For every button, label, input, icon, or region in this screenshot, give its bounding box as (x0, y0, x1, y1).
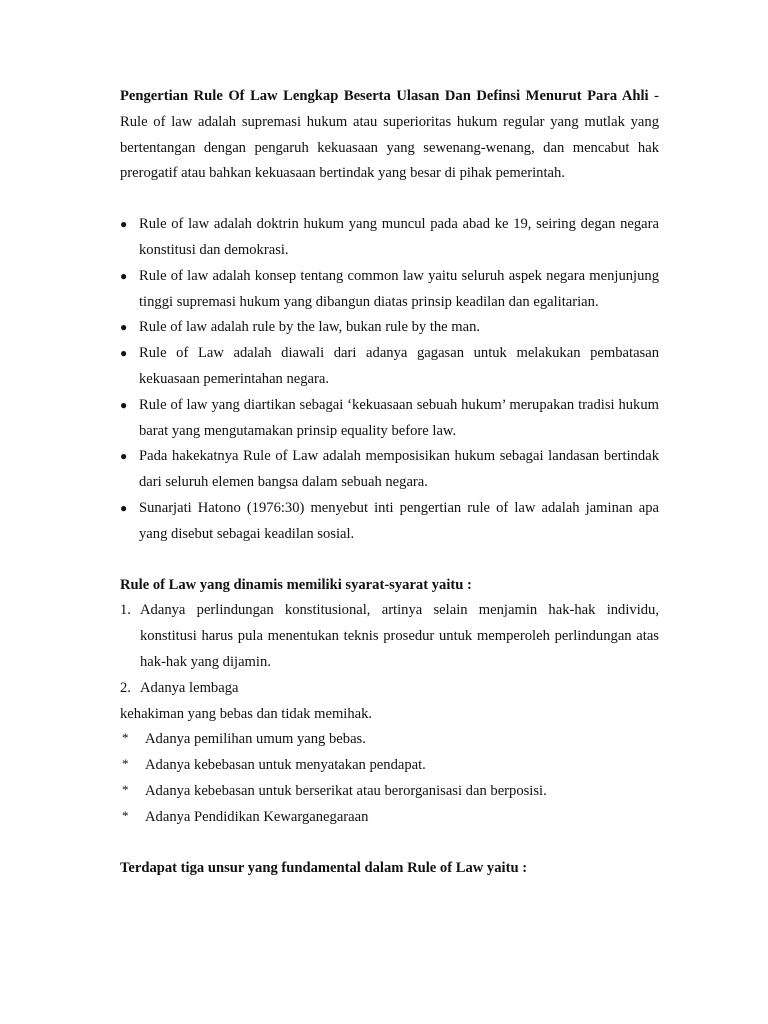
list-item (120, 341, 659, 393)
requirements-list (120, 598, 659, 701)
list-item-text: Rule of law adalah doktrin hukum yang muncul pada abad ke 19, seiring degan negara konstitusi dan demokrasi. (139, 216, 659, 258)
numbered-item-text: Adanya perlindungan konstitusional, artinya selain menjamin hak-hak individu, konstitusi harus pula menentukan teknis prosedur untuk memperoleh perlindungan atas hak-hak yang dijamin. (140, 602, 659, 670)
asterisk-icon: * (122, 756, 129, 772)
document-body (120, 84, 659, 881)
star-item (120, 753, 659, 779)
numbered-item-text: Adanya lembaga (140, 679, 239, 696)
bullet-icon: ● (120, 500, 128, 515)
star-item (120, 805, 659, 831)
numbered-item (120, 598, 659, 675)
star-item-text: Adanya kebebasan untuk berserikat atau berorganisasi dan berposisi. (145, 782, 547, 799)
intro-text: - Rule of law adalah supremasi hukum atau superioritas hukum regular yang mutlak yang bertentangan dengan pengaruh kekuasaan yang sewenang-wenang, dan mencabut hak prerogatif atau bahkan kekuasaan bertindak yang besar di pihak pemerintah. (120, 88, 659, 182)
intro-paragraph (120, 84, 659, 187)
item-number: 1. (120, 602, 131, 619)
numbered-item (120, 676, 659, 702)
bullet-icon: ● (120, 397, 128, 412)
list-item (120, 496, 659, 548)
spacer (120, 831, 659, 856)
list-item (120, 212, 659, 264)
list-item-text: Rule of law adalah konsep tentang common law yaitu seluruh aspek negara menjunjung tinggi supremasi hukum yang dibangun diatas prinsip keadilan dan egalitarian. (139, 267, 659, 310)
bullet-icon: ● (120, 268, 128, 283)
list-item (120, 444, 659, 496)
star-list (120, 727, 659, 830)
star-item (120, 779, 659, 805)
list-item (120, 393, 659, 445)
list-item-text: Sunarjati Hatono (1976:30) menyebut inti pengertian rule of law adalah jaminan apa yang disebut sebagai keadilan sosial. (139, 499, 659, 542)
bullet-icon: ● (120, 346, 128, 361)
definition-list (120, 212, 659, 547)
asterisk-icon: * (122, 807, 129, 823)
list-item-text: Rule of law adalah rule by the law, bukan rule by the man. (139, 319, 481, 336)
list-item (120, 264, 659, 316)
star-item (120, 727, 659, 753)
intro-title: Pengertian Rule Of Law Lengkap Beserta Ulasan Dan Definsi Menurut Para Ahli (120, 88, 649, 104)
bullet-icon: ● (120, 449, 128, 464)
asterisk-icon: * (122, 781, 129, 797)
list-item-text: Rule of law yang diartikan sebagai ‘kekuasaan sebuah hukum’ merupakan tradisi hukum barat yang mengutamakan prinsip equality before law. (139, 396, 659, 439)
list-item-text: Pada hakekatnya Rule of Law adalah memposisikan hukum sebagai landasan bertindak dari seluruh elemen bangsa dalam sebuah negara. (139, 448, 659, 491)
bullet-icon: ● (120, 320, 128, 335)
bullet-icon: ● (120, 217, 128, 232)
section-heading: Terdapat tiga unsur yang fundamental dalam Rule of Law yaitu : (120, 859, 528, 876)
spacer (120, 187, 659, 212)
star-item-text: Adanya Pendidikan Kewarganegaraan (145, 808, 369, 825)
item-number: 2. (120, 679, 131, 696)
star-item-text: Adanya kebebasan untuk menyatakan pendapat. (145, 757, 426, 774)
continuation-text: kehakiman yang bebas dan tidak memihak. (120, 705, 373, 722)
section-heading: Rule of Law yang dinamis memiliki syarat-syarat yaitu : (120, 576, 472, 593)
asterisk-icon: * (122, 730, 129, 746)
star-item-text: Adanya pemilihan umum yang bebas. (145, 731, 366, 748)
list-item-text: Rule of Law adalah diawali dari adanya gagasan untuk melakukan pembatasan kekuasaan pemerintahan negara. (139, 345, 659, 387)
spacer (120, 548, 659, 573)
list-item (120, 315, 659, 341)
